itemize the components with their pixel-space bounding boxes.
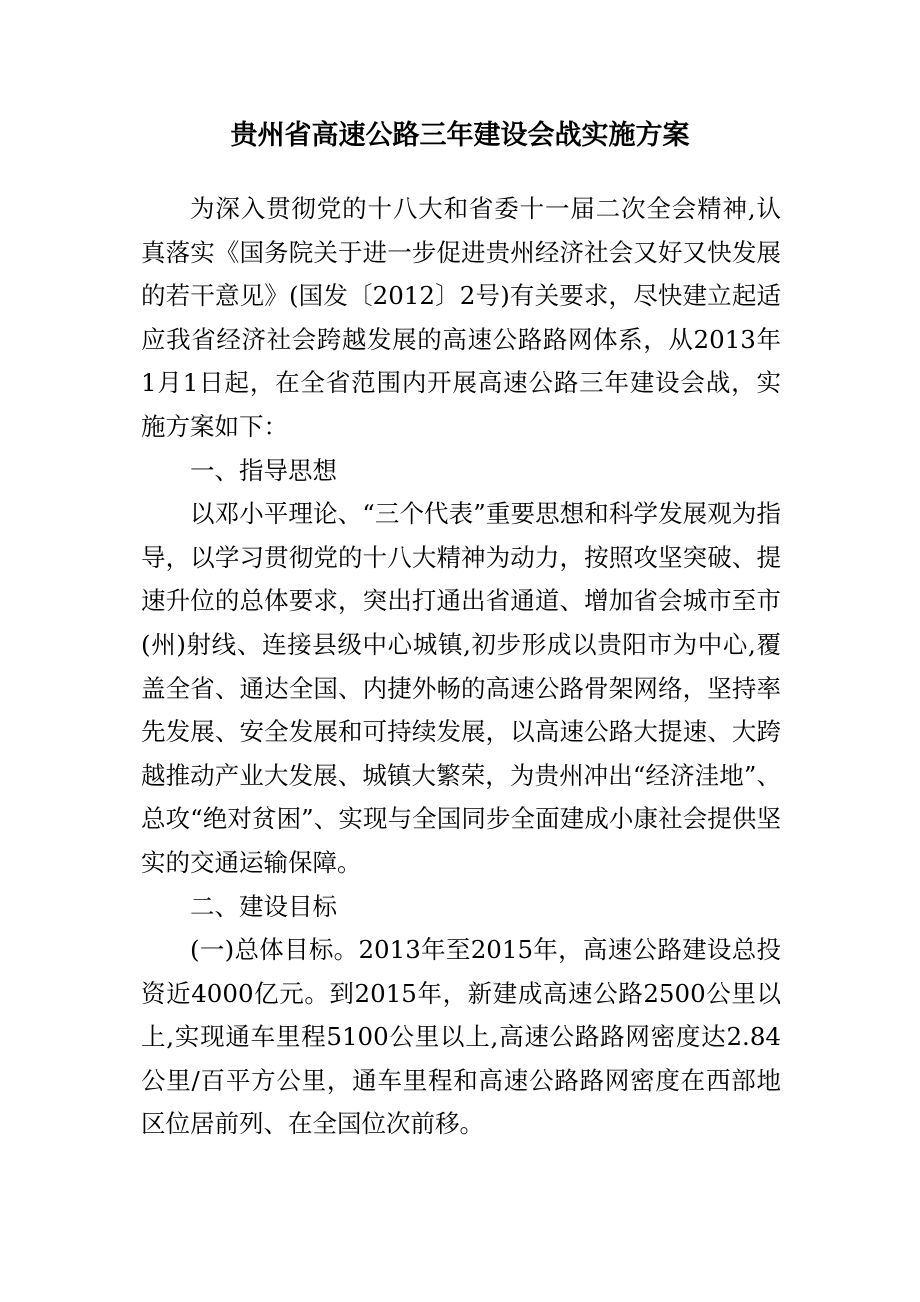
overall-goal-paragraph: (一)总体目标。2013年至2015年，高速公路建设总投资近4000亿元。到2015年，新建成高速公路2500公里以上,实现通车里程5100公里以上,高速公路路网密度达2.84公里/百平方公里，通车里程和高速公路路网密度在西部地区位居前列、在全国位次前移。 <box>141 935 781 1139</box>
document-title: 贵州省高速公路三年建设会战实施方案 <box>230 120 690 151</box>
intro-paragraph: 为深入贯彻党的十八大和省委十一届二次全会精神,认真落实《国务院关于进一步促进贵州经济社会又好又快发展的若干意见》(国发〔2012〕2号)有关要求，尽快建立起适应我省经济社会跨越发展的高速公路路网体系，从2013年1月1日起，在全省范围内开展高速公路三年建设会战，实施方案如下： <box>141 194 781 441</box>
section-heading-construction-goals: 二、建设目标 <box>190 891 337 921</box>
document-body <box>141 187 781 1146</box>
section-heading-guiding-ideology: 一、指导思想 <box>190 455 337 485</box>
guiding-ideology-paragraph: 以邓小平理论、“三个代表”重要思想和科学发展观为指导，以学习贯彻党的十八大精神为动力，按照攻坚突破、提速升位的总体要求，突出打通出省通道、增加省会城市至市(州)射线、连接县级中心城镇,初步形成以贵阳市为中心,覆盖全省、通达全国、内捷外畅的高速公路骨架网络，坚持率先发展、安全发展和可持续发展，以高速公路大提速、大跨越推动产业大发展、城镇大繁荣，为贵州冲出“经济洼地”、总攻“绝对贫困”、实现与全国同步全面建成小康社会提供坚实的交通运输保障。 <box>141 499 781 877</box>
